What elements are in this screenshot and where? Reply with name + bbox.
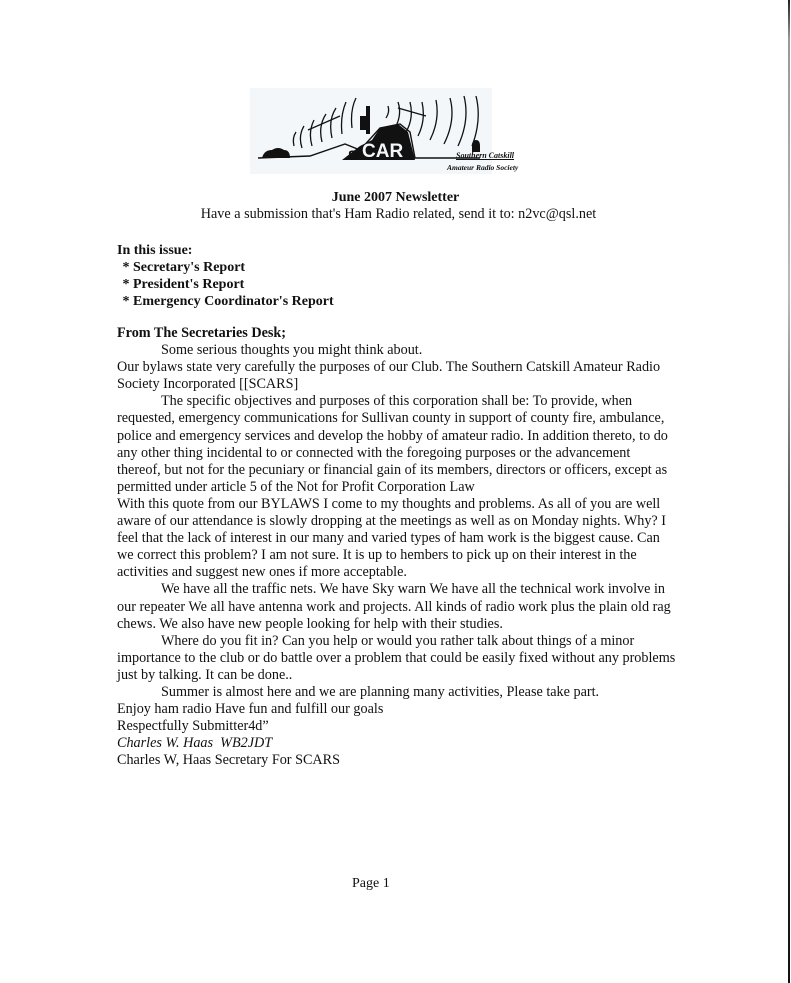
newsletter-title: June 2007 Newsletter (331, 190, 460, 205)
article-paragraph: Where do you fit in? Can you help or would you rather talk about things of a minor importance to the club or do battle over a problem that could be easily fixed without any problems just by talking. It can be done.. (117, 632, 676, 683)
closing-line: Enjoy ham radio Have fun and fulfill our goals (117, 701, 384, 718)
signer-title: Charles W, Haas Secretary For SCARS (117, 752, 341, 769)
secretary-article (117, 325, 677, 769)
article-paragraph: We have all the traffic nets. We have Sky warn We have all the technical work involve in our repeater We all have antenna work and projects. All kinds of radio work plus the plain old rag chews. We also have new people looking for help with their studies. (117, 581, 671, 632)
submission-note: Have a submission that's Ham Radio related, send it to: n2vc@qsl.net (200, 206, 597, 222)
issue-item: * Secretary's Report (119, 260, 246, 275)
logo-graphic (250, 88, 492, 174)
issue-item: * Emergency Coordinator's Report (119, 294, 334, 309)
article-paragraph: Our bylaws state very carefully the purposes of our Club. The Southern Catskill Amateur Radio Society Incorporated [[SCARS] (117, 359, 661, 393)
page-number: Page 1 (352, 876, 390, 891)
signature: Charles W. Haas WB2JDT (117, 735, 273, 752)
sign-off: Respectfully Submitter4d” (117, 718, 269, 735)
issue-item: * President's Report (119, 277, 245, 292)
article-paragraph: Some serious thoughts you might think about. (161, 342, 423, 359)
logo-org-line2: Amateur Radio Society (447, 163, 519, 172)
scan-edge-line (788, 0, 790, 983)
article-paragraph: With this quote from our BYLAWS I come to my thoughts and problems. As all of you are well aware of our attendance is slowly dropping at the meetings as well as on Monday nights. Why? I feel that the lack of interest in our many and varied types of ham work is the biggest cause. Can we correct this problem? I am not sure. It is up to hembers to pick up on their interest in the activities and suggest new ones if more acceptable. (117, 495, 666, 581)
issue-heading: In this issue: (117, 243, 193, 258)
scars-logo (250, 88, 519, 174)
article-paragraph: The specific objectives and purposes of this corporation shall be: To provide, when requested, emergency communications for Sullivan county in support of county fire, ambulance, police and emergency services and develop the hobby of amateur radio. In addition thereto, to do any other thing incidental to or connected with the foregoing purposes or the advancement thereof, but not for the pecuniary or financial gain of its members, directors or officers, except as permitted under article 5 of the Not for Profit Corporation Law (117, 393, 668, 495)
logo-org-line1: Southern Catskill (456, 151, 515, 160)
in-this-issue (117, 242, 334, 310)
svg-text:CAR: CAR (362, 141, 404, 162)
article-paragraph: Summer is almost here and we are planning many activities, Please take part. (161, 683, 600, 700)
article-heading: From The Secretaries Desk; (117, 325, 287, 341)
svg-text:S: S (348, 147, 358, 163)
